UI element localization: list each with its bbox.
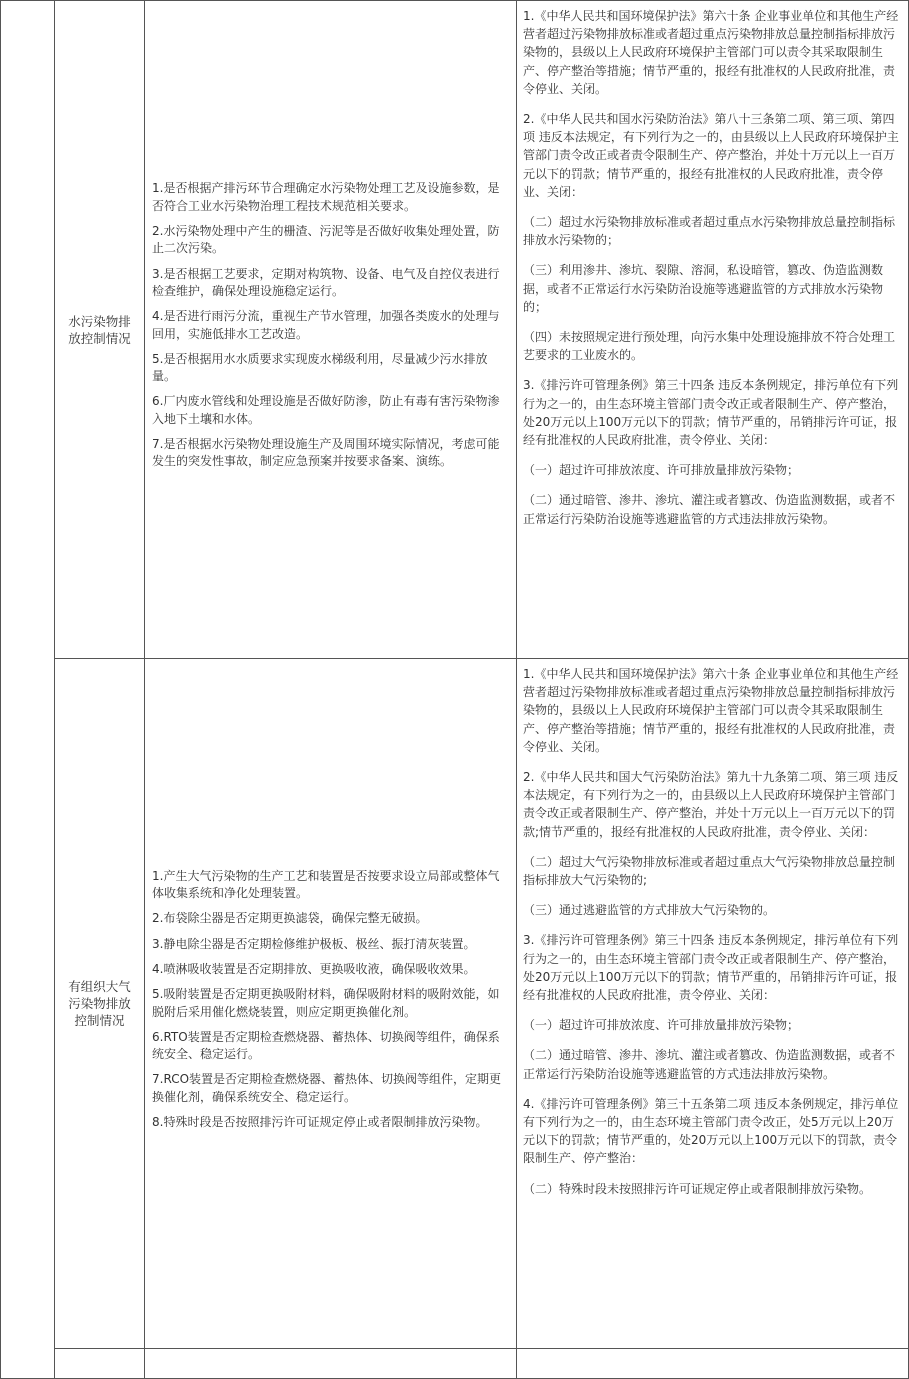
law-paragraph: （二）通过暗管、渗井、渗坑、灌注或者篡改、伪造监测数据，或者不正常运行污染防治设施等逃避监管的方式违法排放污染物。 <box>523 1048 896 1081</box>
requirement-item: 7.是否根据水污染物处理设施生产及周围环境实际情况，考虑可能发生的突发性事故，制定应急预案并按要求备案、演练。 <box>152 436 500 469</box>
requirement-item: 8.特殊时段是否按照排污许可证规定停止或者限制排放污染物。 <box>152 1114 488 1129</box>
requirement-item: 5.是否根据用水水质要求实现废水梯级利用，尽量减少污水排放量。 <box>152 351 488 384</box>
requirement-item: 2.布袋除尘器是否定期更换滤袋，确保完整无破损。 <box>152 911 428 926</box>
requirement-item: 7.RCO装置是否定期检查燃烧器、蓄热体、切换阀等组件，定期更换催化剂，确保系统安全、稳定运行。 <box>152 1072 502 1104</box>
law-paragraph: 3.《排污许可管理条例》第三十四条 违反本条例规定，排污单位有下列行为之一的，由生态环境主管部门责令改正或者限制生产、停产整治，处20万元以上100万元以下的罚款；情节严重的，吊销排污许可证，报经有批准权的人民政府批准，责令停业、关闭： <box>523 933 899 1003</box>
law-paragraph: （二）超过水污染物排放标准或者超过重点水污染物排放总量控制指标排放水污染物的； <box>523 215 896 248</box>
table-row <box>1 659 909 1349</box>
requirement-item: 6.厂内废水管线和处理设施是否做好防渗，防止有毒有害污染物渗入地下土壤和水体。 <box>152 394 500 426</box>
requirement-item: 5.吸附装置是否定期更换吸附材料，确保吸附材料的吸附效能，如脱附后采用催化燃烧装置，则应定期更换催化剂。 <box>152 987 500 1019</box>
empty-cell <box>55 1349 145 1379</box>
requirement-item: 2.水污染物处理中产生的栅渣、污泥等是否做好收集处理处置，防止二次污染。 <box>152 224 500 256</box>
law-paragraph: 3.《排污许可管理条例》第三十四条 违反本条例规定，排污单位有下列行为之一的，由生态环境主管部门责令改正或者限制生产、停产整治，处20万元以上100万元以下的罚款；情节严重的，吊销排污许可证，报经有批准权的人民政府批准，责令停业、关闭： <box>523 378 899 448</box>
law-paragraph: （四）未按照规定进行预处理，向污水集中处理设施排放不符合处理工艺要求的工业废水的。 <box>523 330 896 363</box>
law-paragraph: （二）超过大气污染物排放标准或者超过重点大气污染物排放总量控制指标排放大气污染物的; <box>523 854 896 888</box>
requirement-item: 1.是否根据产排污环节合理确定水污染物处理工艺及设施参数，是否符合工业水污染物治理工程技术规范相关要求。 <box>152 181 500 213</box>
requirement-item: 3.是否根据工艺要求，定期对构筑物、设备、电气及自控仪表进行检查维护，确保处理设施稳定运行。 <box>152 266 500 298</box>
category-label: 水污染物排放控制情况 <box>68 313 131 346</box>
requirement-item: 1.产生大气污染物的生产工艺和装置是否按要求设立局部或整体气体收集系统和净化处理装置。 <box>152 868 500 901</box>
law-paragraph: （三）通过逃避监管的方式排放大气污染物的。 <box>523 903 776 918</box>
category-cell <box>55 659 145 1349</box>
law-paragraph: 1.《中华人民共和国环境保护法》第六十条 企业事业单位和其他生产经营者超过污染物排放标准或者超过重点污染物排放总量控制指标排放污染物的，县级以上人民政府环境保护主管部门可以责令其采取限制生产、停产整治等措施；情节严重的，报经有批准权的人民政府批准，责令停业、关闭。 <box>523 9 899 96</box>
category-cell <box>55 1 145 659</box>
law-paragraph: 2.《中华人民共和国大气污染防治法》第九十九条第二项、第三项 违反本法规定，有下列行为之一的，由县级以上人民政府环境保护主管部门责令改正或者限制生产、停产整治，并处十万元以上一百万元以下的罚款;情节严重的，报经有批准权的人民政府批准，责令停业、关闭： <box>523 770 899 839</box>
law-paragraph: 2.《中华人民共和国水污染防治法》第八十三条第二项、第三项、第四项 违反本法规定，有下列行为之一的，由县级以上人民政府环境保护主管部门责令改正或者责令限制生产、停产整治，并处十万元以上一百万元以下的罚款；情节严重的，报经有批准权的人民政府批准，责令停业、关闭： <box>523 112 899 199</box>
legal-basis-cell <box>517 659 909 1349</box>
table-row <box>1 1 909 659</box>
requirement-item: 4.是否进行雨污分流，重视生产节水管理，加强各类废水的处理与回用，实施低排水工艺改造。 <box>152 309 500 341</box>
requirement-item: 4.喷淋吸收装置是否定期排放、更换吸收液，确保吸收效果。 <box>152 961 476 976</box>
empty-cell <box>517 1349 909 1379</box>
law-paragraph: （一）超过许可排放浓度、许可排放量排放污染物； <box>523 1018 800 1033</box>
requirements-cell <box>145 1 517 659</box>
empty-cell <box>145 1349 517 1379</box>
law-paragraph: 1.《中华人民共和国环境保护法》第六十条 企业事业单位和其他生产经营者超过污染物排放标准或者超过重点污染物排放总量控制指标排放污染物的，县级以上人民政府环境保护主管部门可以责令其采取限制生产、停产整治等措施；情节严重的，报经有批准权的人民政府批准，责令停业、关闭。 <box>523 667 899 754</box>
legal-basis-cell <box>517 1 909 659</box>
law-paragraph: （三）利用渗井、渗坑、裂隙、溶洞，私设暗管，篡改、伪造监测数据，或者不正常运行水污染防治设施等逃避监管的方式排放水污染物的； <box>523 263 884 314</box>
law-paragraph: 4.《排污许可管理条例》第三十五条第二项 违反本条例规定，排污单位有下列行为之一的，由生态环境主管部门责令改正，处5万元以上20万元以下的罚款；情节严重的，处20万元以上100万元以下的罚款，责令限制生产、停产整治： <box>523 1096 899 1166</box>
requirements-cell <box>145 659 517 1349</box>
law-paragraph: （二）通过暗管、渗井、渗坑、灌注或者篡改、伪造监测数据，或者不正常运行污染防治设施等逃避监管的方式违法排放污染物。 <box>523 493 896 526</box>
law-paragraph: （二）特殊时段未按照排污许可证规定停止或者限制排放污染物。 <box>523 1181 872 1196</box>
requirement-item: 3.静电除尘器是否定期检修维护极板、极丝、振打清灰装置。 <box>152 936 476 951</box>
category-label: 有组织大气污染物排放控制情况 <box>68 979 131 1028</box>
law-paragraph: （一）超过许可排放浓度、许可排放量排放污染物； <box>523 463 800 478</box>
blank-column-cell <box>1 1 55 1379</box>
requirement-item: 6.RTO装置是否定期检查燃烧器、蓄热体、切换阀等组件，确保系统安全、稳定运行。 <box>152 1029 500 1062</box>
table-row <box>1 1349 909 1379</box>
